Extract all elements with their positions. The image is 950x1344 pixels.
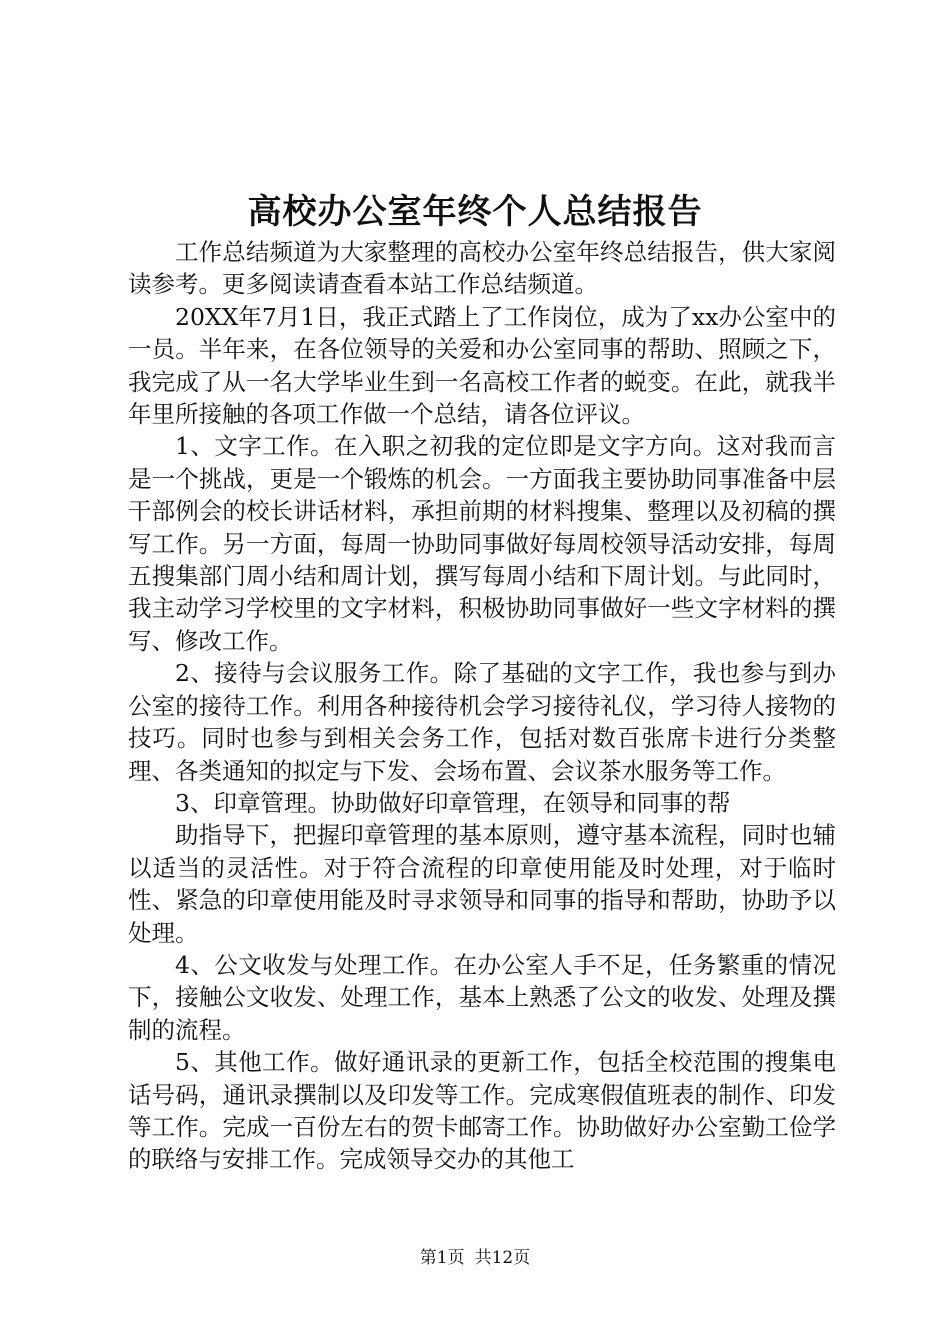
- paragraph-writing-work: 1、文字工作。在入职之初我的定位即是文字方向。这对我而言是一个挑战，更是一个锻炼的机会。一方面我主要协助同事准备中层干部例会的校长讲话材料，承担前期的材料搜集、整理以及初稿的撰写工作。另一方面，每周一协助同事做好每周校领导活动安排，每周五搜集部门周小结和周计划，撰写每周小结和下周计划。与此同时，我主动学习学校里的文字材料，积极协助同事做好一些文字材料的撰写、修改工作。: [128, 432, 836, 655]
- paragraph-reception-work: 2、接待与会议服务工作。除了基础的文字工作，我也参与到办公室的接待工作。利用各种接待机会学习接待礼仪，学习待人接物的技巧。同时也参与到相关会务工作，包括对数百张席卡进行分类整理、各类通知的拟定与下发、会场布置、会议茶水服务等工作。: [128, 659, 836, 785]
- paragraph-other-work: 5、其他工作。做好通讯录的更新工作，包括全校范围的搜集电话号码，通讯录撰制以及印发等工作。完成寒假值班表的制作、印发等工作。完成一百份左右的贺卡邮寄工作。协助做好办公室勤工俭学的联络与安排工作。完成领导交办的其他工: [128, 1048, 836, 1174]
- paragraph-document-handling: 4、公文收发与处理工作。在办公室人手不足，任务繁重的情况下，接触公文收发、处理工作，基本上熟悉了公文的收发、处理及撰制的流程。: [128, 950, 836, 1044]
- paragraph-intro: 工作总结频道为大家整理的高校办公室年终总结报告，供大家阅读参考。更多阅读请查看本站工作总结频道。: [128, 238, 836, 299]
- paragraph-seal-management: 3、印章管理。协助做好印章管理，在领导和同事的帮: [175, 788, 731, 817]
- paragraph-overview: 20XX年7月1日，我正式踏上了工作岗位，成为了xx办公室中的一员。半年来，在各位领导的关爱和办公室同事的帮助、照顾之下，我完成了从一名大学毕业生到一名高校工作者的蜕变。在此，就我半年里所接触的各项工作做一个总结，请各位评议。: [128, 302, 836, 429]
- document-title: 高校办公室年终个人总结报告: [247, 192, 703, 232]
- document-body: [128, 236, 836, 1176]
- paragraph-seal-management-cont: 助指导下，把握印章管理的基本原则，遵守基本流程，同时也辅以适当的灵活性。对于符合流程的印章使用能及时处理，对于临时性、紧急的印章使用能及时寻求领导和同事的指导和帮助，协助予以处理。: [128, 821, 836, 947]
- page-total: 共12页: [474, 1248, 531, 1268]
- page-number: 第1页: [419, 1248, 465, 1268]
- page-footer: [0, 1243, 950, 1268]
